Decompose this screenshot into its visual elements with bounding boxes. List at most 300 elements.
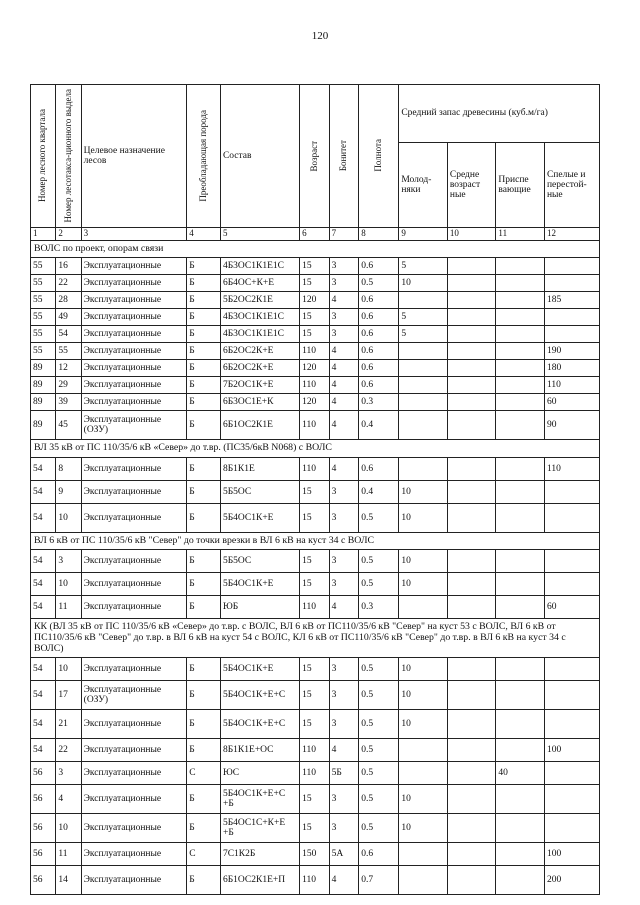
species-cell: Б [187, 785, 221, 814]
middle-stock-cell [447, 360, 496, 377]
page-number: 120 [311, 30, 329, 42]
age-cell: 15 [300, 785, 330, 814]
allotment-cell: 3 [56, 550, 81, 573]
column-number: 8 [359, 227, 399, 240]
maturing-stock-cell [496, 573, 545, 596]
species-cell: Б [187, 739, 221, 762]
column-number: 5 [220, 227, 299, 240]
composition-cell: 8Б1К1Е+ОС [220, 739, 299, 762]
purpose-cell: Эксплуатационные [81, 292, 187, 309]
mature-stock-cell [544, 550, 599, 573]
mature-stock-cell [544, 309, 599, 326]
young-stock-cell [399, 866, 448, 895]
middle-stock-cell [447, 411, 496, 440]
maturing-stock-cell [496, 275, 545, 292]
purpose-cell: Эксплуатационные (ОЗУ) [81, 411, 187, 440]
quarter-cell: 54 [31, 596, 56, 619]
section-title-row [31, 619, 600, 658]
mature-stock-cell [544, 785, 599, 814]
age-cell: 150 [300, 843, 330, 866]
allotment-cell: 49 [56, 309, 81, 326]
mature-stock-cell [544, 480, 599, 503]
bonitet-cell: 3 [329, 550, 359, 573]
density-cell: 0.6 [359, 258, 399, 275]
quarter-cell: 54 [31, 681, 56, 710]
table-row [31, 785, 600, 814]
bonitet-cell: 4 [329, 360, 359, 377]
table-row [31, 457, 600, 480]
young-stock-cell: 10 [399, 681, 448, 710]
quarter-cell: 54 [31, 550, 56, 573]
header-composition: Состав [220, 85, 299, 228]
purpose-cell: Эксплуатационные [81, 866, 187, 895]
mature-stock-cell [544, 681, 599, 710]
middle-stock-cell [447, 394, 496, 411]
composition-cell: 6Б3ОС1Е+К [220, 394, 299, 411]
quarter-cell: 89 [31, 394, 56, 411]
purpose-cell: Эксплуатационные [81, 658, 187, 681]
species-cell: Б [187, 573, 221, 596]
mature-stock-cell [544, 503, 599, 532]
density-cell: 0.3 [359, 596, 399, 619]
table-row [31, 360, 600, 377]
allotment-cell: 16 [56, 258, 81, 275]
quarter-cell: 54 [31, 503, 56, 532]
table-row [31, 866, 600, 895]
density-cell: 0.6 [359, 326, 399, 343]
allotment-cell: 9 [56, 480, 81, 503]
composition-cell: 5Б4ОС1К+Е [220, 503, 299, 532]
bonitet-cell: 4 [329, 394, 359, 411]
maturing-stock-cell [496, 843, 545, 866]
density-cell: 0.5 [359, 681, 399, 710]
allotment-cell: 21 [56, 710, 81, 739]
purpose-cell: Эксплуатационные [81, 739, 187, 762]
age-cell: 120 [300, 292, 330, 309]
density-cell: 0.6 [359, 292, 399, 309]
table-row [31, 377, 600, 394]
density-cell: 0.6 [359, 343, 399, 360]
bonitet-cell: 4 [329, 457, 359, 480]
composition-cell: 5Б4ОС1К+Е+С [220, 710, 299, 739]
allotment-cell: 17 [56, 681, 81, 710]
table-row [31, 394, 600, 411]
header-quarter: Номер лесного квартала [31, 85, 56, 228]
bonitet-cell: 4 [329, 739, 359, 762]
middle-stock-cell [447, 843, 496, 866]
mature-stock-cell [544, 814, 599, 843]
bonitet-cell: 3 [329, 503, 359, 532]
bonitet-cell: 5А [329, 843, 359, 866]
young-stock-cell: 10 [399, 480, 448, 503]
middle-stock-cell [447, 343, 496, 360]
young-stock-cell: 10 [399, 275, 448, 292]
purpose-cell: Эксплуатационные (ОЗУ) [81, 681, 187, 710]
mature-stock-cell [544, 573, 599, 596]
density-cell: 0.6 [359, 843, 399, 866]
maturing-stock-cell [496, 785, 545, 814]
maturing-stock-cell [496, 480, 545, 503]
quarter-cell: 55 [31, 275, 56, 292]
age-cell: 110 [300, 739, 330, 762]
purpose-cell: Эксплуатационные [81, 710, 187, 739]
composition-cell: 6Б1ОС2К1Е+П [220, 866, 299, 895]
density-cell: 0.5 [359, 762, 399, 785]
young-stock-cell [399, 360, 448, 377]
age-cell: 15 [300, 710, 330, 739]
middle-stock-cell [447, 503, 496, 532]
quarter-cell: 55 [31, 309, 56, 326]
species-cell: Б [187, 377, 221, 394]
maturing-stock-cell [496, 411, 545, 440]
table-header-row [31, 85, 600, 143]
purpose-cell: Эксплуатационные [81, 326, 187, 343]
density-cell: 0.5 [359, 275, 399, 292]
density-cell: 0.5 [359, 814, 399, 843]
table-row [31, 411, 600, 440]
header-young: Молод-няки [399, 143, 448, 228]
species-cell: Б [187, 326, 221, 343]
age-cell: 110 [300, 866, 330, 895]
density-cell: 0.5 [359, 739, 399, 762]
column-number: 1 [31, 227, 56, 240]
middle-stock-cell [447, 550, 496, 573]
mature-stock-cell: 180 [544, 360, 599, 377]
bonitet-cell: 3 [329, 785, 359, 814]
mature-stock-cell [544, 762, 599, 785]
mature-stock-cell [544, 326, 599, 343]
bonitet-cell: 4 [329, 866, 359, 895]
mature-stock-cell: 200 [544, 866, 599, 895]
density-cell: 0.3 [359, 394, 399, 411]
bonitet-cell: 3 [329, 573, 359, 596]
age-cell: 15 [300, 275, 330, 292]
table-row [31, 658, 600, 681]
maturing-stock-cell: 40 [496, 762, 545, 785]
density-cell: 0.6 [359, 377, 399, 394]
maturing-stock-cell [496, 343, 545, 360]
allotment-cell: 11 [56, 596, 81, 619]
composition-cell: 8Б1К1Е [220, 457, 299, 480]
column-number: 9 [399, 227, 448, 240]
header-density: Полнота [359, 85, 399, 228]
quarter-cell: 56 [31, 762, 56, 785]
table-row [31, 843, 600, 866]
age-cell: 15 [300, 814, 330, 843]
purpose-cell: Эксплуатационные [81, 503, 187, 532]
maturing-stock-cell [496, 326, 545, 343]
quarter-cell: 56 [31, 785, 56, 814]
maturing-stock-cell [496, 710, 545, 739]
mature-stock-cell: 100 [544, 739, 599, 762]
maturing-stock-cell [496, 739, 545, 762]
middle-stock-cell [447, 258, 496, 275]
table-row [31, 573, 600, 596]
mature-stock-cell: 90 [544, 411, 599, 440]
bonitet-cell: 4 [329, 292, 359, 309]
species-cell: Б [187, 457, 221, 480]
column-number: 4 [187, 227, 221, 240]
header-middle-aged: Средне возраст ные [447, 143, 496, 228]
allotment-cell: 55 [56, 343, 81, 360]
composition-cell: 7С1К2Б [220, 843, 299, 866]
table-row [31, 258, 600, 275]
mature-stock-cell: 110 [544, 457, 599, 480]
purpose-cell: Эксплуатационные [81, 394, 187, 411]
header-mature: Спелые и перестой-ные [544, 143, 599, 228]
allotment-cell: 45 [56, 411, 81, 440]
middle-stock-cell [447, 275, 496, 292]
young-stock-cell [399, 762, 448, 785]
table-row [31, 814, 600, 843]
composition-cell: 5Б2ОС2К1Е [220, 292, 299, 309]
composition-cell: 7Б2ОС1К+Е [220, 377, 299, 394]
purpose-cell: Эксплуатационные [81, 480, 187, 503]
maturing-stock-cell [496, 457, 545, 480]
table-row [31, 681, 600, 710]
composition-cell: 5Б4ОС1К+Е+С +Б [220, 785, 299, 814]
column-number: 3 [81, 227, 187, 240]
table-row [31, 739, 600, 762]
density-cell: 0.5 [359, 710, 399, 739]
composition-cell: 6Б2ОС2К+Е [220, 360, 299, 377]
quarter-cell: 89 [31, 377, 56, 394]
species-cell: С [187, 843, 221, 866]
bonitet-cell: 3 [329, 275, 359, 292]
quarter-cell: 89 [31, 411, 56, 440]
forest-stock-table [30, 84, 600, 895]
quarter-cell: 54 [31, 658, 56, 681]
table-row [31, 326, 600, 343]
composition-cell: 6Б1ОС2К1Е [220, 411, 299, 440]
bonitet-cell: 5Б [329, 762, 359, 785]
young-stock-cell [399, 596, 448, 619]
middle-stock-cell [447, 596, 496, 619]
middle-stock-cell [447, 658, 496, 681]
composition-cell: 4Б3ОС1К1Е1С [220, 309, 299, 326]
table-row [31, 762, 600, 785]
quarter-cell: 54 [31, 710, 56, 739]
bonitet-cell: 4 [329, 377, 359, 394]
middle-stock-cell [447, 866, 496, 895]
middle-stock-cell [447, 681, 496, 710]
mature-stock-cell: 185 [544, 292, 599, 309]
middle-stock-cell [447, 573, 496, 596]
bonitet-cell: 3 [329, 309, 359, 326]
species-cell: Б [187, 394, 221, 411]
young-stock-cell [399, 457, 448, 480]
density-cell: 0.6 [359, 457, 399, 480]
maturing-stock-cell [496, 360, 545, 377]
composition-cell: 5Б4ОС1К+Е+С [220, 681, 299, 710]
density-cell: 0.6 [359, 309, 399, 326]
purpose-cell: Эксплуатационные [81, 343, 187, 360]
allotment-cell: 3 [56, 762, 81, 785]
purpose-cell: Эксплуатационные [81, 785, 187, 814]
age-cell: 110 [300, 411, 330, 440]
density-cell: 0.5 [359, 785, 399, 814]
section-title-row [31, 440, 600, 458]
density-cell: 0.5 [359, 658, 399, 681]
maturing-stock-cell [496, 550, 545, 573]
maturing-stock-cell [496, 681, 545, 710]
purpose-cell: Эксплуатационные [81, 457, 187, 480]
species-cell: Б [187, 480, 221, 503]
middle-stock-cell [447, 480, 496, 503]
quarter-cell: 54 [31, 457, 56, 480]
age-cell: 15 [300, 573, 330, 596]
section-title: ВЛ 35 кВ от ПС 110/35/6 кВ «Север» до т.вр. (ПС35/6кВ N068) с ВОЛС [31, 440, 600, 458]
young-stock-cell [399, 739, 448, 762]
purpose-cell: Эксплуатационные [81, 550, 187, 573]
header-bonitet: Бонитет [329, 85, 359, 228]
allotment-cell: 14 [56, 866, 81, 895]
species-cell: Б [187, 360, 221, 377]
quarter-cell: 55 [31, 343, 56, 360]
age-cell: 15 [300, 658, 330, 681]
density-cell: 0.4 [359, 480, 399, 503]
table-row [31, 343, 600, 360]
column-number: 2 [56, 227, 81, 240]
bonitet-cell: 3 [329, 658, 359, 681]
allotment-cell: 39 [56, 394, 81, 411]
allotment-cell: 28 [56, 292, 81, 309]
composition-cell: ЮС [220, 762, 299, 785]
composition-cell: 4Б3ОС1К1Е1С [220, 326, 299, 343]
quarter-cell: 56 [31, 843, 56, 866]
young-stock-cell [399, 843, 448, 866]
young-stock-cell: 10 [399, 785, 448, 814]
maturing-stock-cell [496, 309, 545, 326]
allotment-cell: 54 [56, 326, 81, 343]
header-allotment: Номер лесотакса-ционного выдела [56, 85, 81, 228]
age-cell: 15 [300, 681, 330, 710]
allotment-cell: 10 [56, 658, 81, 681]
young-stock-cell: 10 [399, 658, 448, 681]
species-cell: Б [187, 814, 221, 843]
quarter-cell: 54 [31, 480, 56, 503]
young-stock-cell [399, 377, 448, 394]
species-cell: Б [187, 275, 221, 292]
bonitet-cell: 3 [329, 258, 359, 275]
table-row [31, 480, 600, 503]
header-stock: Средний запас древесины (куб.м/га) [399, 85, 600, 143]
composition-cell: 6Б4ОС+К+Е [220, 275, 299, 292]
allotment-cell: 22 [56, 275, 81, 292]
composition-cell: 5Б5ОС [220, 480, 299, 503]
density-cell: 0.6 [359, 360, 399, 377]
composition-cell: 5Б4ОС1С+К+Е +Б [220, 814, 299, 843]
young-stock-cell: 10 [399, 710, 448, 739]
section-title-row [31, 532, 600, 550]
middle-stock-cell [447, 762, 496, 785]
mature-stock-cell [544, 658, 599, 681]
header-purpose: Целевое назначение лесов [81, 85, 187, 228]
quarter-cell: 56 [31, 814, 56, 843]
purpose-cell: Эксплуатационные [81, 573, 187, 596]
maturing-stock-cell [496, 394, 545, 411]
maturing-stock-cell [496, 866, 545, 895]
quarter-cell: 54 [31, 739, 56, 762]
density-cell: 0.4 [359, 411, 399, 440]
allotment-cell: 10 [56, 814, 81, 843]
age-cell: 110 [300, 762, 330, 785]
age-cell: 110 [300, 457, 330, 480]
mature-stock-cell: 110 [544, 377, 599, 394]
header-species: Преобладающая порода [187, 85, 221, 228]
species-cell: Б [187, 596, 221, 619]
bonitet-cell: 3 [329, 326, 359, 343]
maturing-stock-cell [496, 258, 545, 275]
mature-stock-cell: 100 [544, 843, 599, 866]
middle-stock-cell [447, 309, 496, 326]
mature-stock-cell [544, 275, 599, 292]
species-cell: Б [187, 658, 221, 681]
maturing-stock-cell [496, 658, 545, 681]
purpose-cell: Эксплуатационные [81, 762, 187, 785]
mature-stock-cell: 60 [544, 596, 599, 619]
age-cell: 110 [300, 343, 330, 360]
bonitet-cell: 3 [329, 480, 359, 503]
allotment-cell: 10 [56, 573, 81, 596]
allotment-cell: 11 [56, 843, 81, 866]
table-row [31, 503, 600, 532]
purpose-cell: Эксплуатационные [81, 843, 187, 866]
young-stock-cell: 10 [399, 550, 448, 573]
mature-stock-cell: 60 [544, 394, 599, 411]
column-number: 10 [447, 227, 496, 240]
composition-cell: ЮБ [220, 596, 299, 619]
quarter-cell: 55 [31, 292, 56, 309]
age-cell: 15 [300, 326, 330, 343]
allotment-cell: 10 [56, 503, 81, 532]
age-cell: 120 [300, 394, 330, 411]
middle-stock-cell [447, 457, 496, 480]
maturing-stock-cell [496, 377, 545, 394]
young-stock-cell: 10 [399, 573, 448, 596]
young-stock-cell [399, 343, 448, 360]
species-cell: Б [187, 866, 221, 895]
purpose-cell: Эксплуатационные [81, 596, 187, 619]
purpose-cell: Эксплуатационные [81, 360, 187, 377]
species-cell: Б [187, 411, 221, 440]
maturing-stock-cell [496, 292, 545, 309]
purpose-cell: Эксплуатационные [81, 814, 187, 843]
composition-cell: 5Б5ОС [220, 550, 299, 573]
mature-stock-cell [544, 710, 599, 739]
column-number: 11 [496, 227, 545, 240]
quarter-cell: 55 [31, 326, 56, 343]
density-cell: 0.5 [359, 503, 399, 532]
young-stock-cell: 5 [399, 258, 448, 275]
middle-stock-cell [447, 377, 496, 394]
allotment-cell: 8 [56, 457, 81, 480]
composition-cell: 6Б2ОС2К+Е [220, 343, 299, 360]
species-cell: Б [187, 503, 221, 532]
quarter-cell: 54 [31, 573, 56, 596]
table-row [31, 550, 600, 573]
column-number: 7 [329, 227, 359, 240]
middle-stock-cell [447, 814, 496, 843]
composition-cell: 5Б4ОС1К+Е [220, 658, 299, 681]
young-stock-cell: 10 [399, 814, 448, 843]
species-cell: С [187, 762, 221, 785]
mature-stock-cell [544, 258, 599, 275]
section-title: КК (ВЛ 35 кВ от ПС 110/35/6 кВ «Север» до т.вр. с ВОЛС, ВЛ 6 кВ от ПС110/35/6 кВ "Север" на куст 53 с ВОЛС, ВЛ 6 кВ от ПС110/35/6 кВ "Север" до т.вр. в ВЛ 6 кВ на куст 54 с ВОЛС, КЛ 6 кВ от ПС110/35/6 кВ "Север" до т.вр. в ВЛ 6 кВ на куст 34 с ВОЛС) [31, 619, 600, 658]
young-stock-cell: 10 [399, 503, 448, 532]
quarter-cell: 89 [31, 360, 56, 377]
section-title-row [31, 240, 600, 258]
